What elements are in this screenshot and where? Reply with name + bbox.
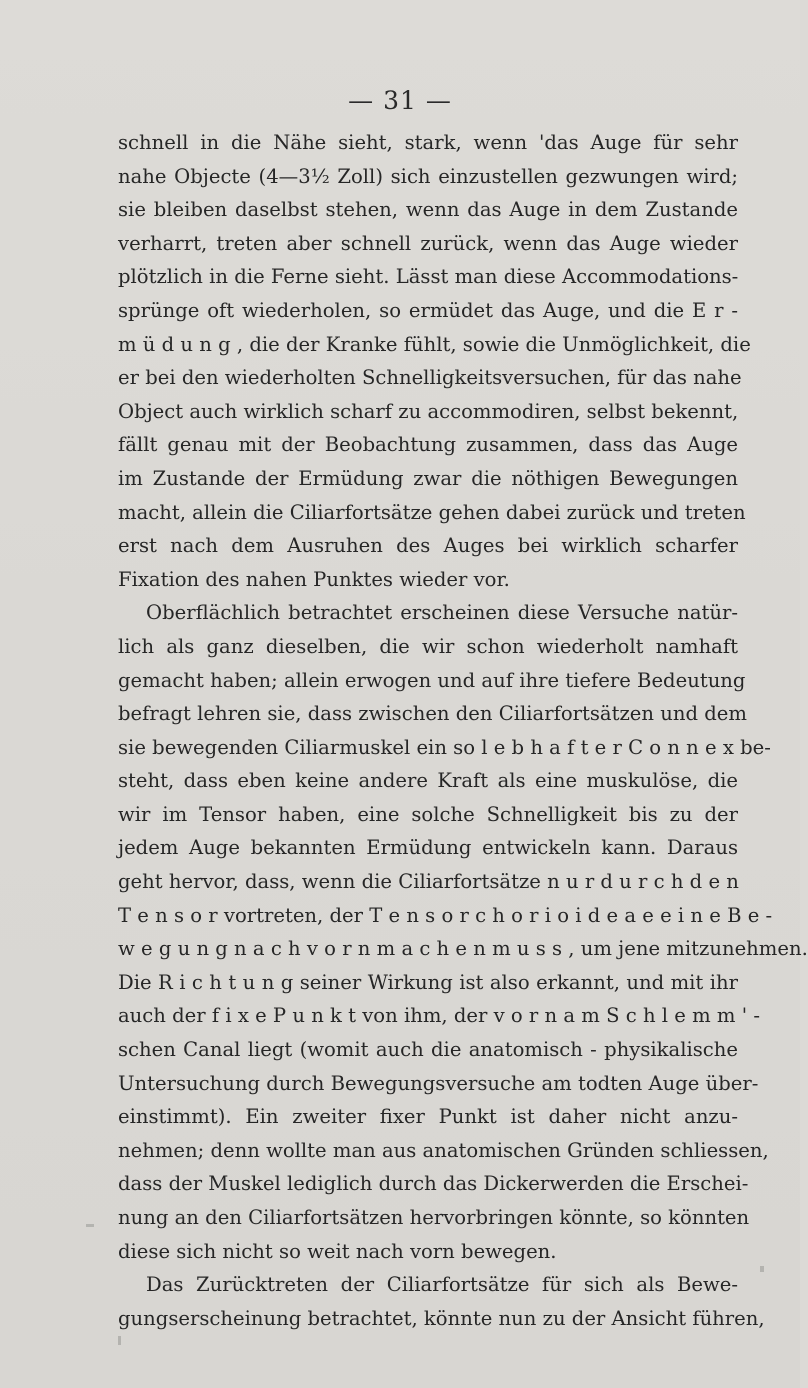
text-line: m ü d u n g , die der Kranke fühlt, sowie die Unmöglichkeit, die — [118, 332, 751, 356]
text-line: sie bewegenden Ciliarmuskel ein so l e b h a f t e r C o n n e x be- — [118, 735, 771, 759]
page-number: — 31 — — [348, 86, 452, 115]
text-line: dass der Muskel lediglich durch das Dickerwerden die Erschei- — [118, 1172, 749, 1196]
text-line: im Zustande der Ermüdung zwar die nöthigen Bewegungen — [118, 466, 738, 490]
text-line: erst nach dem Ausruhen des Auges bei wirklich scharfer — [118, 534, 738, 558]
text-line: jedem Auge bekannten Ermüdung entwickeln kann. Daraus — [118, 836, 738, 860]
text-line: geht hervor, dass, wenn die Ciliarfortsätze n u r d u r c h d e n — [118, 870, 739, 894]
text-line: diese sich nicht so weit nach vorn bewegen. — [118, 1239, 557, 1263]
print-smudge — [118, 1336, 121, 1345]
text-line: nung an den Ciliarfortsätzen hervorbringen könnte, so könnten — [118, 1206, 750, 1229]
text-line: T e n s o r vortreten, der T e n s o r c h o r i o i d e a e e i n e B e - — [118, 903, 773, 927]
text-line: nahe Objecte (4—3½ Zoll) sich einzustellen gezwungen wird; — [118, 164, 738, 188]
text-line: wir im Tensor haben, eine solche Schnelligkeit bis zu der — [118, 802, 738, 826]
text-line: steht, dass eben keine andere Kraft als eine muskulöse, die — [118, 769, 738, 793]
body-text — [118, 126, 808, 1335]
text-line: Oberflächlich betrachtet erscheinen diese Versuche natür- — [146, 601, 738, 625]
text-line: macht, allein die Ciliarfortsätze gehen dabei zurück und treten — [118, 500, 746, 524]
text-line: gungserscheinung betrachtet, könnte nun zu der Ansicht führen, — [118, 1306, 765, 1330]
print-smudge — [760, 1266, 764, 1272]
text-line: Fixation des nahen Punktes wieder vor. — [118, 567, 510, 591]
text-line: schnell in die Nähe sieht, stark, wenn 'das Auge für sehr — [118, 131, 738, 154]
text-line: lich als ganz dieselben, die wir schon wiederholt namhaft — [118, 634, 738, 658]
text-line: gemacht haben; allein erwogen und auf ihre tiefere Bedeutung — [118, 668, 746, 692]
text-line: er bei den wiederholten Schnelligkeitsversuchen, für das nahe — [118, 366, 742, 390]
text-line: Object auch wirklich scharf zu accommodiren, selbst bekennt, — [118, 399, 739, 423]
text-line: fällt genau mit der Beobachtung zusammen, dass das Auge — [118, 433, 738, 457]
text-line: sprünge oft wiederholen, so ermüdet das Auge, und die E r - — [118, 298, 738, 322]
text-line: befragt lehren sie, dass zwischen den Ciliarfortsätzen und dem — [118, 702, 747, 726]
text-line: w e g u n g n a c h v o r n m a c h e n m u s s , um jene mitzunehmen. — [118, 937, 808, 961]
print-smudge — [86, 1224, 94, 1227]
text-line: einstimmt). Ein zweiter fixer Punkt ist daher nicht anzu- — [118, 1105, 738, 1129]
text-line: Das Zurücktreten der Ciliarfortsätze für sich als Bewe- — [146, 1273, 738, 1297]
text-line: auch der f i x e P u n k t von ihm, der v o r n a m S c h l e m m ' - — [118, 1004, 760, 1028]
text-line: plötzlich in die Ferne sieht. Lässt man diese Accommodations- — [118, 265, 739, 289]
text-line: schen Canal liegt (womit auch die anatomisch - physikalische — [118, 1038, 738, 1062]
text-line: Untersuchung durch Bewegungsversuche am todten Auge über- — [118, 1071, 759, 1095]
text-line: verharrt, treten aber schnell zurück, wenn das Auge wieder — [118, 231, 738, 255]
text-line: Die R i c h t u n g seiner Wirkung ist also erkannt, und mit ihr — [118, 970, 738, 994]
text-line: sie bleiben daselbst stehen, wenn das Auge in dem Zustande — [118, 198, 738, 222]
text-line: nehmen; denn wollte man aus anatomischen Gründen schliessen, — [118, 1138, 769, 1162]
